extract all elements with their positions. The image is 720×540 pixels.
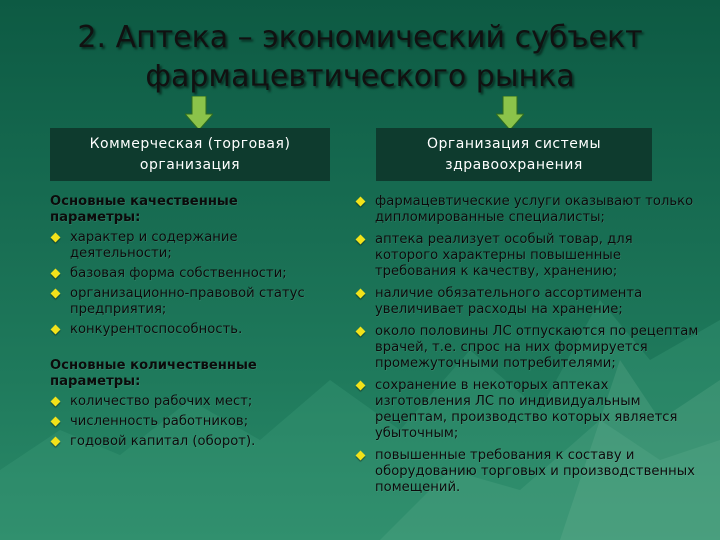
- box-right-line-2: здравоохранения: [445, 156, 583, 173]
- list-item: характер и содержание деятельности;: [50, 230, 318, 262]
- diamond-bullet-icon: [51, 233, 61, 243]
- diamond-bullet-icon: [356, 235, 366, 245]
- commercial-organization-box: [50, 128, 330, 181]
- diamond-bullet-icon: [51, 397, 61, 407]
- diamond-bullet-icon: [51, 325, 61, 335]
- list-item: наличие обязательного ассортимента увеличивает расходы на хранение;: [355, 286, 700, 318]
- diamond-bullet-icon: [356, 451, 366, 461]
- diamond-bullet-icon: [356, 289, 366, 299]
- diamond-bullet-icon: [356, 327, 366, 337]
- down-arrow-icon: [496, 96, 524, 130]
- diamond-bullet-icon: [51, 437, 61, 447]
- list-item: конкурентоспособность.: [50, 322, 318, 338]
- list-item: около половины ЛС отпускаются по рецептам врачей, т.е. спрос на них формируется промежуточными потребителями;: [355, 324, 700, 372]
- title-line-1: 2. Аптека – экономический субъект: [77, 20, 643, 55]
- list-item: численность работников;: [50, 414, 318, 430]
- diamond-bullet-icon: [356, 381, 366, 391]
- list-item: фармацевтические услуги оказывают только дипломированные специалисты;: [355, 194, 700, 226]
- box-left-line-1: Коммерческая (торговая): [89, 135, 291, 152]
- right-column: [355, 194, 700, 502]
- title-line-2: фармацевтического рынка: [145, 59, 575, 94]
- list-item: сохранение в некоторых аптеках изготовления ЛС по индивидуальным рецептам, производство которых является убыточным;: [355, 378, 700, 442]
- qualitative-header: Основные качественные параметры:: [50, 194, 238, 225]
- box-right-line-1: Организация системы: [427, 135, 601, 152]
- list-item: организационно-правовой статус предприятия;: [50, 286, 318, 318]
- list-item: базовая форма собственности;: [50, 266, 318, 282]
- page-title: [20, 18, 700, 96]
- list-item: аптека реализует особый товар, для которого характерны повышенные требования к качеству, хранению;: [355, 232, 700, 280]
- left-column: [50, 194, 318, 454]
- list-item: повышенные требования к составу и оборудованию торговых и производственных помещений.: [355, 448, 700, 496]
- list-item: годовой капитал (оборот).: [50, 434, 318, 450]
- down-arrow-icon: [185, 96, 213, 130]
- diamond-bullet-icon: [356, 197, 366, 207]
- healthcare-organization-box: [376, 128, 652, 181]
- quantitative-header: Основные количественные параметры:: [50, 358, 257, 389]
- diamond-bullet-icon: [51, 289, 61, 299]
- diamond-bullet-icon: [51, 417, 61, 427]
- diamond-bullet-icon: [51, 269, 61, 279]
- box-left-line-2: организация: [139, 156, 241, 173]
- list-item: количество рабочих мест;: [50, 394, 318, 410]
